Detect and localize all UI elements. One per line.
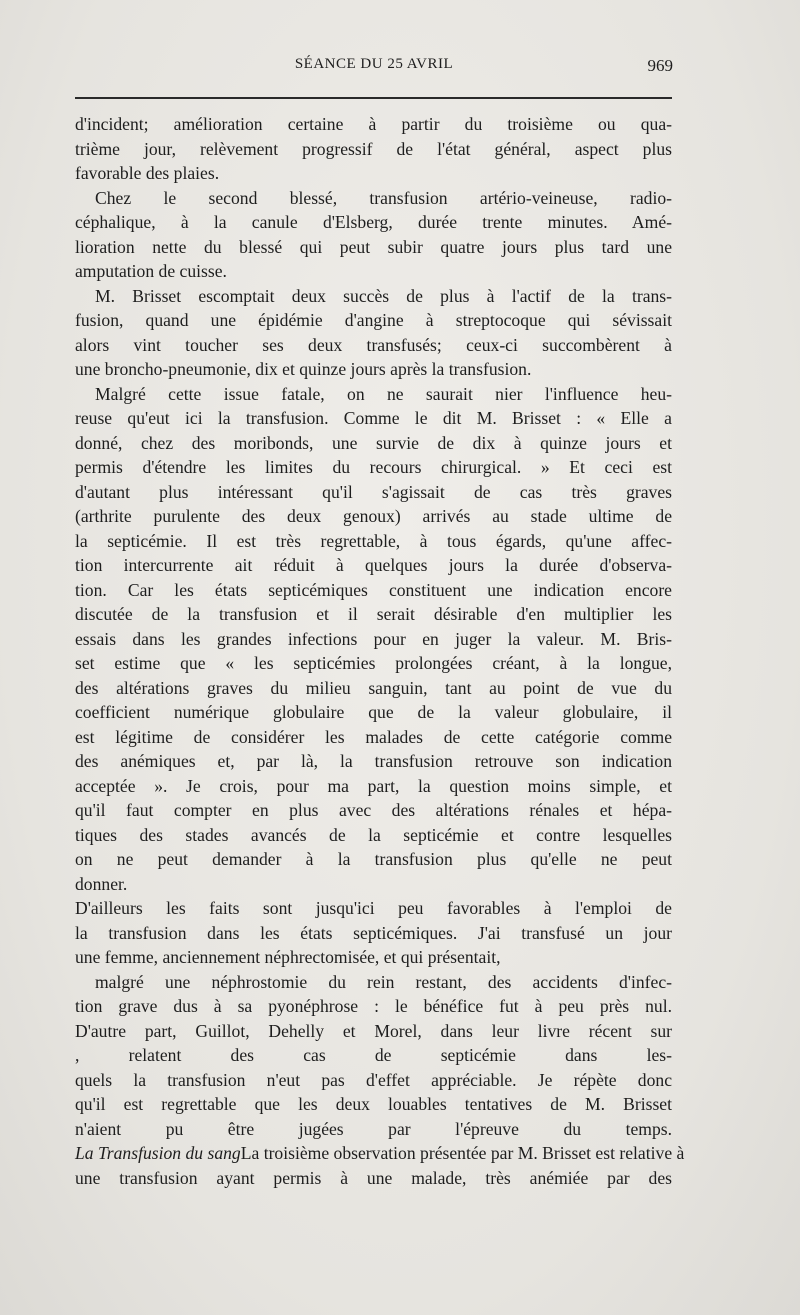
text-line: M. Brisset escomptait deux succès de plus à l'actif de la trans-	[95, 285, 672, 306]
text-line	[75, 1290, 672, 1315]
text-line: tion grave dus à sa pyonéphrose : le bénéfice fut à peu près nul.	[75, 996, 672, 1016]
text-line: d'incident; amélioration certaine à partir du troisième ou qua-	[75, 114, 672, 134]
text-line: coefficient numérique globulaire que de la valeur globulaire, il	[75, 702, 672, 722]
header-rule	[75, 97, 672, 99]
text-line: permis d'étendre les limites du recours chirurgical. » Et ceci est	[75, 457, 672, 477]
text-line	[75, 1215, 672, 1240]
running-title: SÉANCE DU 25 AVRIL	[294, 56, 454, 72]
text-line: d'autant plus intéressant qu'il s'agissait de cas très graves	[75, 481, 672, 502]
text-line: céphalique, à la canule d'Elsberg, durée trente minutes. Amé-	[75, 212, 672, 232]
text-line: la transfusion dans les états septicémiques. J'ai transfusé un jour	[75, 922, 672, 943]
text-line: des anémiques et, par là, la transfusion retrouve son indication	[75, 751, 672, 771]
text-line: alors vint toucher ses deux transfusés; ceux-ci succombèrent à	[75, 334, 672, 355]
text-line: fusion, quand une épidémie d'angine à streptocoque qui sévissait	[75, 310, 672, 330]
text-line: tiques des stades avancés de la septicémie et contre lesquelles	[75, 824, 672, 845]
text-line: discutée de la transfusion et il serait désirable d'en multiplier les	[75, 604, 672, 624]
text-line: Chez le second blessé, transfusion artério-veineuse, radio-	[95, 187, 672, 208]
text-line	[75, 1141, 685, 1166]
page-header	[75, 56, 673, 82]
text-line: D'autre part, Guillot, Dehelly et Morel, dans leur livre récent sur	[75, 1020, 672, 1041]
page-number: 969	[647, 56, 673, 75]
text-line: est légitime de considérer les malades de cette catégorie comme	[75, 726, 672, 747]
text-line	[75, 1190, 672, 1215]
text-line: tion intercurrente ait réduit à quelques jours la durée d'observa-	[75, 555, 672, 575]
text-line: favorable des plaies.	[75, 163, 220, 183]
text-line: qu'il est regrettable que les deux louables tentatives de M. Brisset	[75, 1094, 672, 1114]
text-line	[75, 1239, 672, 1264]
text-line: la septicémie. Il est très regrettable, à tous égards, qu'une affec-	[75, 530, 672, 551]
text-line: Malgré cette issue fatale, on ne saurait nier l'influence heu-	[95, 383, 672, 404]
body-text	[75, 112, 685, 1315]
text-line: une transfusion ayant permis à une malade, très anémiée par des	[75, 1167, 672, 1188]
text-line: une broncho-pneumonie, dix et quinze jours après la transfusion.	[75, 359, 532, 379]
text-line: n'aient pu être jugées par l'épreuve du temps.	[75, 1118, 672, 1139]
text-line: trième jour, relèvement progressif de l'état général, aspect plus	[75, 138, 672, 159]
text-line	[75, 1266, 672, 1291]
text-line: tion. Car les états septicémiques constituent une indication encore	[75, 579, 672, 600]
text-line: essais dans les grandes infections pour en juger la valeur. M. Bris-	[75, 628, 672, 649]
text-line: set estime que « les septicémies prolongées créant, à la longue,	[75, 653, 672, 673]
text-line: on ne peut demander à la transfusion plus qu'elle ne peut	[75, 849, 672, 869]
text-line: des altérations graves du milieu sanguin, tant au point de vue du	[75, 677, 672, 698]
text-line: D'ailleurs les faits sont jusqu'ici peu favorables à l'emploi de	[75, 898, 672, 918]
text-line: donner.	[75, 873, 128, 894]
text-line: une femme, anciennement néphrectomisée, et qui présentait,	[75, 947, 501, 967]
text-line: reuse qu'eut ici la transfusion. Comme le dit M. Brisset : « Elle a	[75, 408, 672, 428]
text-line: lioration nette du blessé qui peut subir quatre jours plus tard une	[75, 236, 672, 257]
text-line: (arthrite purulente des deux genoux) arrivés au stade ultime de	[75, 506, 672, 526]
text-line: donné, chez des moribonds, une survie de dix à quinze jours et	[75, 432, 672, 453]
text-line-rest: La troisième observation présentée par M. Brisset est relative à	[240, 1143, 685, 1163]
text-line: qu'il faut compter en plus avec des altérations rénales et hépa-	[75, 800, 672, 820]
text-line: quels la transfusion n'eut pas d'effet appréciable. Je répète donc	[75, 1069, 672, 1090]
text-line: , relatent des cas de septicémie dans les-	[75, 1045, 672, 1065]
text-line: amputation de cuisse.	[75, 261, 227, 281]
text-line: acceptée ». Je crois, pour ma part, la question moins simple, et	[75, 775, 672, 796]
book-title: La Transfusion du sang	[75, 1143, 241, 1163]
text-line: malgré une néphrostomie du rein restant, des accidents d'infec-	[95, 971, 672, 992]
